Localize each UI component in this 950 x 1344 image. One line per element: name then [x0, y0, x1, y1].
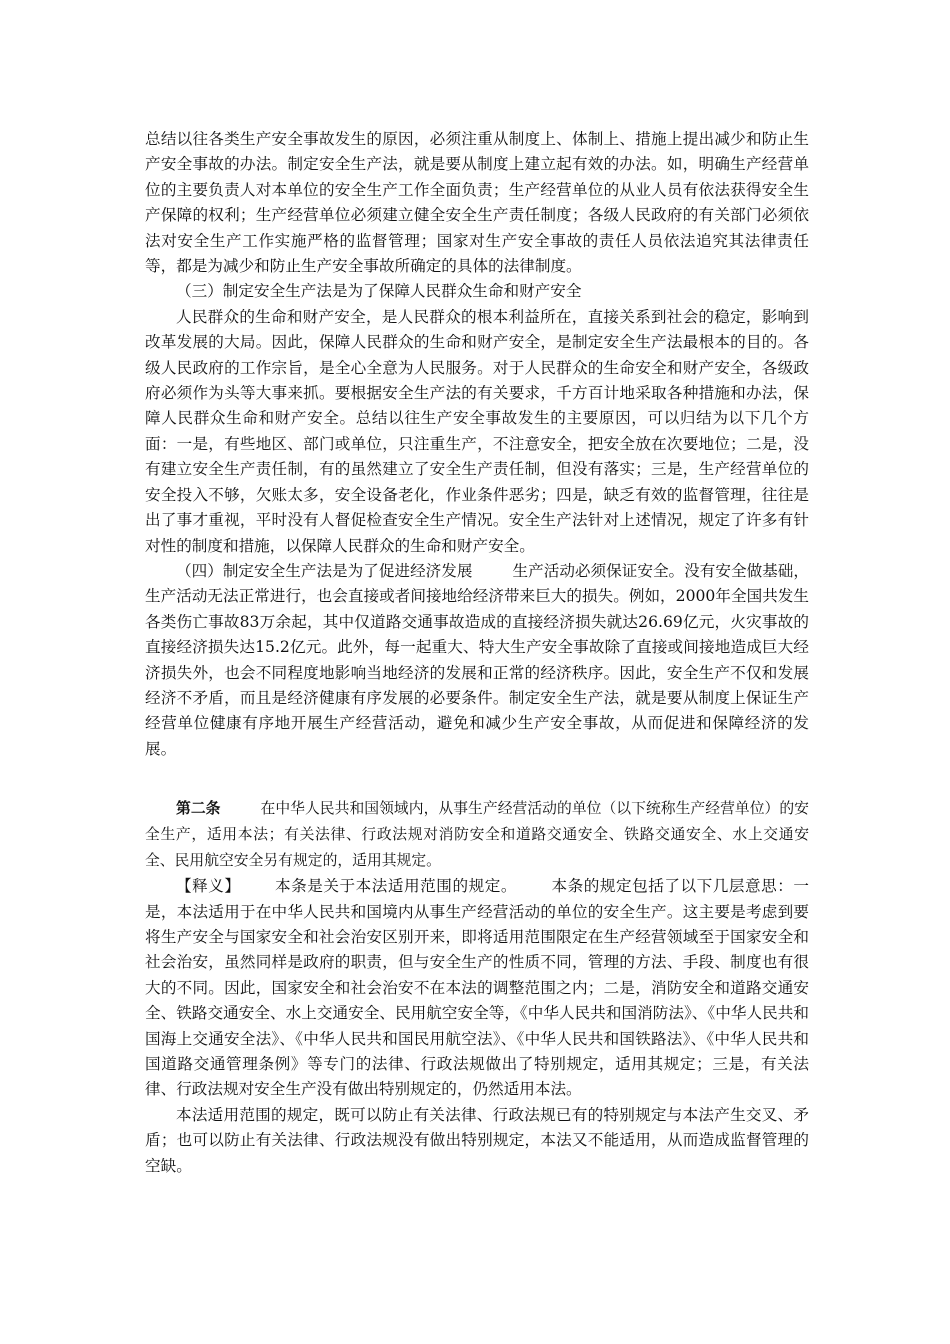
section-heading-4: （四）制定安全生产法是为了促进经济发展	[176, 561, 473, 580]
section-heading-3: （三）制定安全生产法是为了保障人民群众生命和财产安全	[176, 282, 582, 301]
paragraph-continuation: 总结以往各类生产安全事故发生的原因，必须注重从制度上、体制上、措施上提出减少和防止生产安全事故的办法。制定安全生产法，就是要从制度上建立起有效的办法。如，明确生产经营单位的主要负责人对本单位的安全生产工作全面负责；生产经营单位的从业人员有依法获得安全生产保障的权利；生产经营单位必须建立健全安全生产责任制度；各级人民政府的有关部门必须依法对安全生产工作实施严格的监督管理；国家对生产安全事故的责任人员依法追究其法律责任等，都是为减少和防止生产安全事故所确定的具体的法律制度。	[145, 130, 809, 276]
article-2	[145, 796, 809, 874]
article-label: 第二条	[176, 800, 221, 818]
paragraph-final: 本法适用范围的规定，既可以防止有关法律、行政法规已有的特别规定与本法产生交叉、矛盾；也可以防止有关法律、行政法规没有做出特别规定，本法又不能适用，从而造成监督管理的空缺。	[145, 1105, 809, 1175]
document-page	[145, 127, 809, 1179]
paragraph-3: 人民群众的生命和财产安全，是人民群众的根本利益所在，直接关系到社会的稳定，影响到改革发展的大局。因此，保障人民群众的生命和财产安全，是制定安全生产法最根本的目的。各级人民政府的工作宗旨，是全心全意为人民服务。对于人民群众的生命安全和财产安全，各级政府必须作为头等大事来抓。要根据安全生产法的有关要求，千方百计地采取各种措施和办法，保障人民群众生命和财产安全。总结以往生产安全事故发生的主要原因，可以归结为以下几个方面：一是，有些地区、部门或单位，只注重生产，不注意安全，把安全放在次要地位；二是，没有建立安全生产责任制，有的虽然建立了安全生产责任制，但没有落实；三是，生产经营单位的安全投入不够，欠账太多，安全设备老化，作业条件恶劣；四是，缺乏有效的监督管理，往往是出了事才重视，平时没有人督促检查安全生产情况。安全生产法针对上述情况，规定了许多有针对性的制度和措施，以保障人民群众的生命和财产安全。	[145, 307, 809, 555]
paragraph-4	[145, 559, 809, 762]
paragraph-4-text: 生产活动必须保证安全。没有安全做基础，生产活动无法正常进行，也会直接或者间接地给经济带来巨大的损失。例如，2000年全国共发生各类伤亡事故83万余起，其中仅道路交通事故造成的直接经济损失就达26.69亿元，火灾事故的直接经济损失达15.2亿元。此外，每一起重大、特大生产安全事故除了直接或间接地造成巨大经济损失外，也会不同程度地影响当地经济的发展和正常的经济秩序。因此，安全生产不仅和发展经济不矛盾，而且是经济健康有序发展的必要条件。制定安全生产法，就是要从制度上保证生产经营单位健康有序地开展生产经营活动，避免和减少生产安全事故，从而促进和保障经济的发展。	[145, 561, 809, 758]
interpretation-text: 本条的规定包括了以下几层意思：一是，本法适用于在中华人民共和国境内从事生产经营活动的单位的安全生产。这主要是考虑到要将生产安全与国家安全和社会治安区别开来，即将适用范围限定在生产经营领域至于国家安全和社会治安，虽然同样是政府的职责，但与安全生产的性质不同，管理的方法、手段、制度也有很大的不同。因此，国家安全和社会治安不在本法的调整范围之内；二是，消防安全和道路交通安全、铁路交通安全、水上交通安全、民用航空安全等，《中华人民共和国消防法》、《中华人民共和国海上交通安全法》、《中华人民共和国民用航空法》、《中华人民共和国铁路法》、《中华人民共和国道路交通管理条例》等专门的法律、行政法规做出了特别规定，适用其规定；三是，有关法律、行政法规对安全生产没有做出特别规定的，仍然适用本法。	[145, 877, 809, 1099]
interpretation-intro: 本条是关于本法适用范围的规定。	[274, 877, 517, 896]
interpretation-label: 【释义】	[176, 877, 241, 896]
article-text: 在中华人民共和国领域内，从事生产经营活动的单位（以下统称生产经营单位）的安全生产，适用本法；有关法律、行政法规对消防安全和道路交通安全、铁路交通安全、水上交通安全、民用航空安全另有规定的，适用其规定。	[145, 800, 809, 870]
interpretation-paragraph	[145, 874, 809, 1103]
